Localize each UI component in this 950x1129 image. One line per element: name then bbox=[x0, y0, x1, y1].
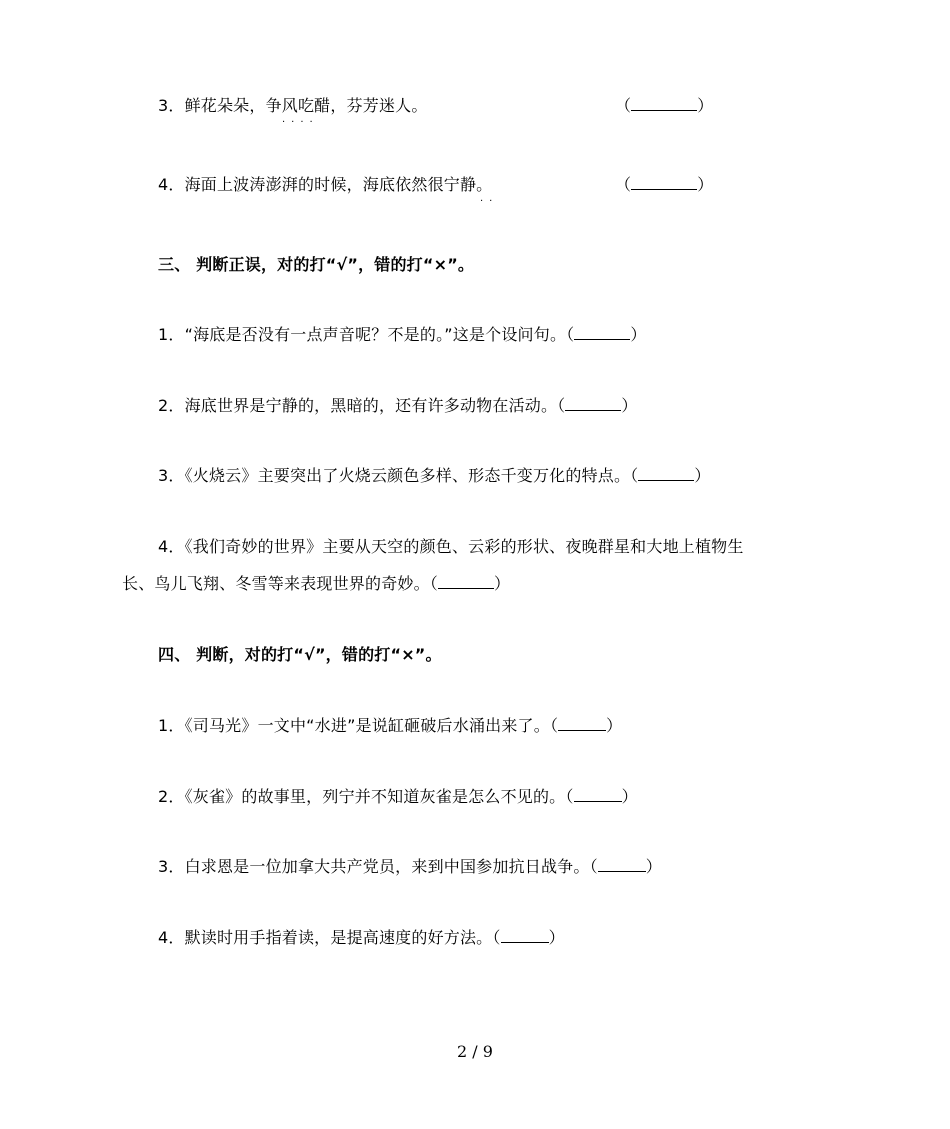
emphasis-dots: ·· bbox=[480, 196, 499, 207]
answer-blank[interactable] bbox=[631, 175, 697, 190]
answer-blank[interactable] bbox=[638, 466, 694, 481]
answer-blank[interactable] bbox=[574, 325, 630, 340]
s3-item-2: 2．海底世界是宁静的，黑暗的，还有许多动物在活动。（ ） bbox=[158, 396, 638, 415]
s4-item-1: 1．《司马光》一文中“水进”是说缸砸破后水涌出来了。（ ） bbox=[158, 716, 623, 735]
emphasis-dots: ···· bbox=[282, 117, 319, 128]
s2-item-3-text: 3．鲜花朵朵，争风吃醋，芬芳迷人。 bbox=[158, 96, 428, 115]
page-number: 2 / 9 bbox=[457, 1042, 493, 1061]
s2-item-3-answer[interactable]: （ ） bbox=[615, 96, 714, 115]
s3-item-3: 3．《火烧云》主要突出了火烧云颜色多样、形态千变万化的特点。（ ） bbox=[158, 466, 711, 485]
answer-blank[interactable] bbox=[558, 716, 606, 731]
answer-blank[interactable] bbox=[501, 928, 549, 943]
s3-item-1: 1．“海底是否没有一点声音呢？不是的。”这是个设问句。（ ） bbox=[158, 325, 647, 344]
section4-heading: 四、 判断，对的打“√”，错的打“×”。 bbox=[158, 645, 442, 664]
answer-blank[interactable] bbox=[565, 396, 621, 411]
s2-item-4-text: 4．海面上波涛澎湃的时候，海底依然很宁静。 bbox=[158, 175, 493, 194]
answer-blank[interactable] bbox=[574, 787, 622, 802]
answer-blank[interactable] bbox=[631, 96, 697, 111]
s4-item-4: 4．默读时用手指着读，是提高速度的好方法。（ ） bbox=[158, 928, 565, 947]
section3-heading: 三、 判断正误，对的打“√”，错的打“×”。 bbox=[158, 255, 475, 274]
answer-blank[interactable] bbox=[438, 574, 494, 589]
s2-item-3 bbox=[158, 95, 428, 117]
answer-blank[interactable] bbox=[598, 857, 646, 872]
s2-item-4 bbox=[158, 174, 492, 196]
s4-item-2: 2．《灰雀》的故事里，列宁并不知道灰雀是怎么不见的。（ ） bbox=[158, 787, 638, 806]
s2-item-4-answer[interactable]: （ ） bbox=[615, 175, 714, 194]
s4-item-3: 3．白求恩是一位加拿大共产党员，来到中国参加抗日战争。（ ） bbox=[158, 857, 662, 876]
s3-item-4-line2: 长、鸟儿飞翔、冬雪等来表现世界的奇妙。（ ） bbox=[122, 574, 511, 593]
s3-item-4-line1: 4．《我们奇妙的世界》主要从天空的颜色、云彩的形状、夜晚群星和大地上植物生 bbox=[158, 537, 744, 556]
